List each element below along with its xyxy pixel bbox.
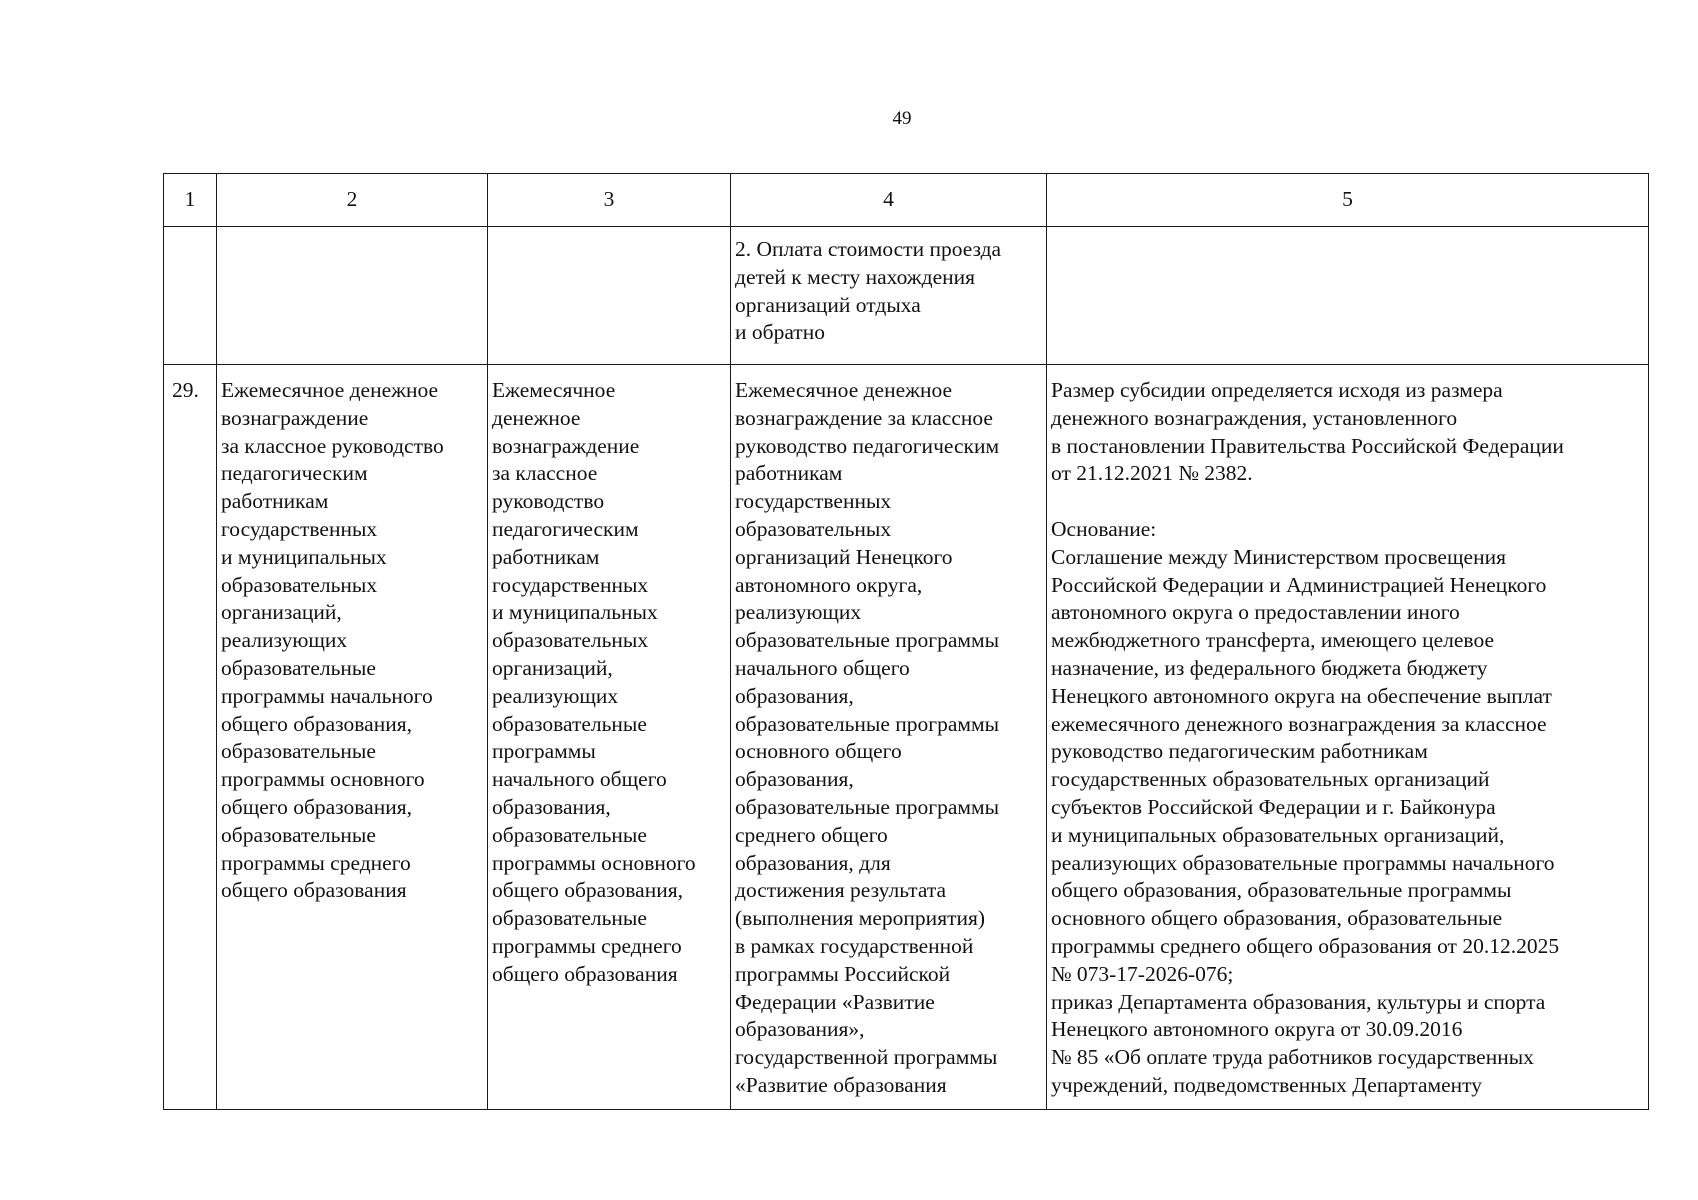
header-col-3: 3: [488, 174, 731, 227]
cont-cell-1: [164, 227, 217, 365]
cont-cell-3: [488, 227, 731, 365]
header-col-1: 1: [164, 174, 217, 227]
row-29-col-4: Ежемесячное денежное вознаграждение за классное руководство педагогическим работникам государственных образовательных организаций Ненецкого автономного округа, реализующих образовательные программы начального общего образования, образовательные программы основного общего образования, образовательные программы среднего общего образования, для достижения результата (выполнения мероприятия) в рамках государственной программы Российской Федерации «Развитие образования», государственной программы «Развитие образования: [731, 365, 1047, 1110]
header-col-4: 4: [731, 174, 1047, 227]
cont-cell-4: 2. Оплата стоимости проезда детей к месту нахождения организаций отдыха и обратно: [731, 227, 1047, 365]
row-29-col-3: Ежемесячное денежное вознаграждение за классное руководство педагогическим работникам государственных и муниципальных образовательных организаций, реализующих образовательные программы начального общего образования, образовательные программы основного общего образования, образовательные программы среднего общего образования: [488, 365, 731, 1110]
table-row: [164, 227, 1649, 365]
row-29-col-2: Ежемесячное денежное вознаграждение за классное руководство педагогическим работникам государственных и муниципальных образовательных организаций, реализующих образовательные программы начального общего образования, образовательные программы основного общего образования, образовательные программы среднего общего образования: [217, 365, 488, 1110]
row-29-number: 29.: [164, 365, 217, 1110]
document-table: [163, 173, 1649, 1110]
row-29-col-5: Размер субсидии определяется исходя из размера денежного вознаграждения, установленного в постановлении Правительства Российской Федерации от 21.12.2021 № 2382. Основание: Соглашение между Министерством просвещения Российской Федерации и Администрацией Ненецкого автономного округа о предоставлении иного межбюджетного трансферта, имеющего целевое назначение, из федерального бюджета бюджету Ненецкого автономного округа на обеспечение выплат ежемесячного денежного вознаграждения за классное руководство педагогическим работникам государственных образовательных организаций субъектов Российской Федерации и г. Байконура и муниципальных образовательных организаций, реализующих образовательные программы начального общего образования, образовательные программы основного общего образования, образовательные программы среднего общего образования от 20.12.2025 № 073-17-2026-076; приказ Департамента образования, культуры и спорта Ненецкого автономного округа от 30.09.2016 № 85 «Об оплате труда работников государственных учреждений, подведомственных Департаменту: [1047, 365, 1649, 1110]
header-col-2: 2: [217, 174, 488, 227]
page-number: [0, 108, 1698, 130]
cont-cell-2: [217, 227, 488, 365]
table-row: [164, 365, 1649, 1110]
header-col-5: 5: [1047, 174, 1649, 227]
cont-cell-5: [1047, 227, 1649, 365]
table-header-row: [164, 174, 1649, 227]
page-number-text: 49: [892, 108, 912, 129]
